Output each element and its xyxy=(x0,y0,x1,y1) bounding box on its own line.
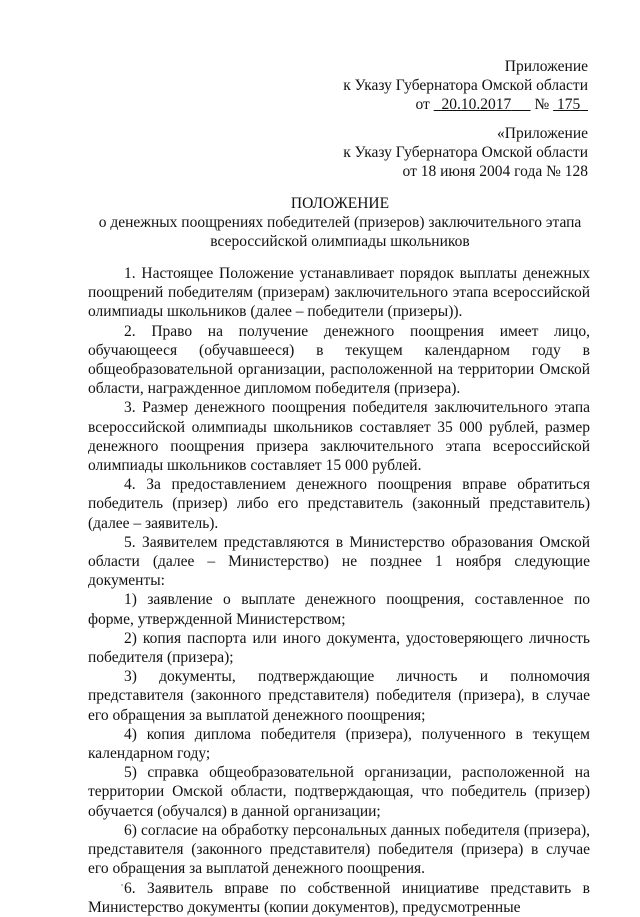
list-item: 4) копия диплома победителя (призера), полученного в текущем календарном году; xyxy=(88,725,590,763)
decree-date-number xyxy=(343,95,588,114)
paragraph: 3. Размер денежного поощрения победителя заключительного этапа всероссийской олимпиады школьников составляет 35 000 рублей, размер денежного поощрения призера заключительного этапа всероссийской олимпиады школьников составляет 15 000 рублей. xyxy=(88,399,590,475)
paragraph: 5. Заявителем представляются в Министерство образования Омской области (далее – Министерство) не позднее 1 ноября следующие документы: xyxy=(88,533,590,590)
title-subtitle-line-1: о денежных поощрениях победителей (призеров) заключительного этапа xyxy=(98,214,582,231)
document-title xyxy=(95,194,585,251)
paragraph: 4. За предоставлением денежного поощрения вправе обратиться победитель (призер) либо его представитель (законный представитель) (далее – заявитель). xyxy=(88,476,590,532)
scan-speck xyxy=(121,884,123,886)
list-item: 6) согласие на обработку персональных данных победителя (призера), представителя (законного представителя) победителя (призера) в случае его обращения за выплатой денежного поощрения. xyxy=(88,821,590,878)
title-subtitle-line-2: всероссийской олимпиады школьников xyxy=(210,233,470,250)
original-decree-reference: к Указу Губернатора Омской области xyxy=(343,144,588,161)
decree-date: 20.10.2017 xyxy=(441,96,512,113)
list-item: 1) заявление о выплате денежного поощрения, составленное по форме, утвержденной Министерством; xyxy=(88,591,590,628)
appendix-label: Приложение xyxy=(504,58,588,75)
original-decree-date: от 18 июня 2004 года № 128 xyxy=(402,163,588,180)
original-appendix-label: «Приложение xyxy=(497,125,588,142)
title-heading: ПОЛОЖЕНИЕ xyxy=(290,195,390,212)
paragraph: 2. Право на получение денежного поощрения имеет лицо, обучающееся (обучавшееся) в текущем календарном году в общеобразовательной организации, расположенной на территории Омской области, награжденное дипломом победителя (призера). xyxy=(88,322,590,398)
number-prefix: № xyxy=(534,96,550,113)
paragraph: 1. Настоящее Положение устанавливает порядок выплаты денежных поощрений победителям (призерам) заключительного этапа всероссийской олимпиады школьников (далее – победители (призеры)). xyxy=(88,265,590,321)
list-item: 5) справка общеобразовательной организации, расположенной на территории Омской области, подтверждающая, что победитель (призер) обучается (обучался) в данной организации; xyxy=(88,764,590,820)
decree-reference: к Указу Губернатора Омской области xyxy=(343,77,588,94)
original-appendix-header xyxy=(343,124,588,181)
appendix-header xyxy=(343,57,588,114)
list-item: 2) копия паспорта или иного документа, удостоверяющего личность победителя (призера); xyxy=(88,629,590,667)
decree-number: 175 xyxy=(557,96,581,113)
date-prefix: от xyxy=(415,96,430,113)
list-item: 3) документы, подтверждающие личность и полномочия представителя (законного представителя) победителя (призера), в случае его обращения за выплатой денежного поощрения; xyxy=(88,668,590,724)
document-body xyxy=(88,264,590,917)
paragraph: 6. Заявитель вправе по собственной инициативе представить в Министерство документы (копии документов), предусмотренные xyxy=(88,879,590,916)
